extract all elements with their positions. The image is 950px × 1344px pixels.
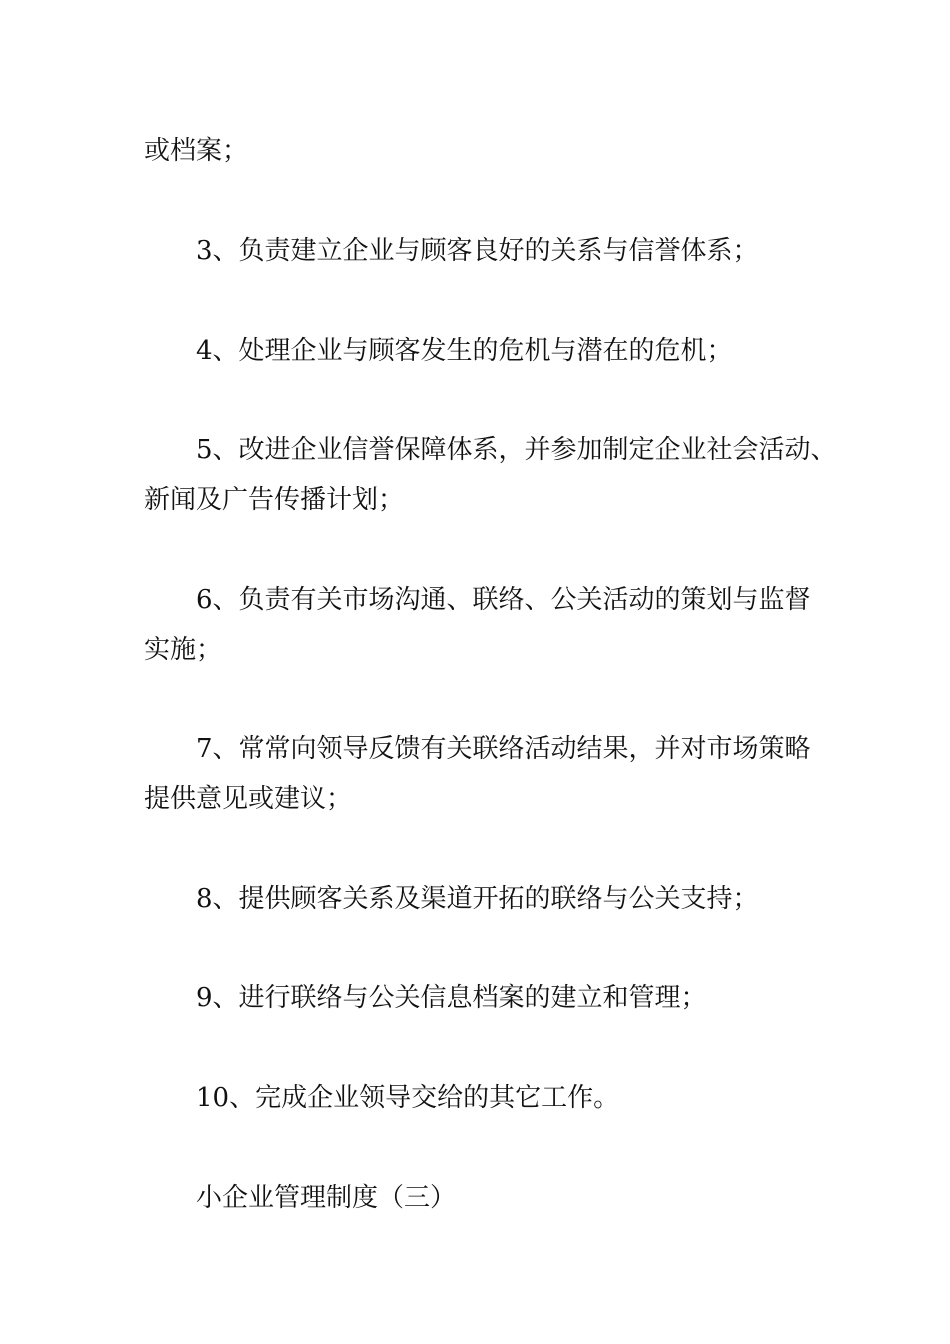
list-item-8: 8、提供顾客关系及渠道开拓的联络与公关支持；: [196, 884, 759, 914]
list-item-5-line-1: 5、改进企业信誉保障体系，并参加制定企业社会活动、: [196, 435, 837, 465]
list-item-7-line-2: 提供意见或建议；: [144, 784, 353, 814]
list-item-6-line-2: 实施；: [144, 635, 223, 665]
list-item-6-line-1: 6、负责有关市场沟通、联络、公关活动的策划与监督: [196, 585, 811, 615]
list-item-7-line-1: 7、常常向领导反馈有关联络活动结果，并对市场策略: [196, 734, 811, 764]
list-item-9: 9、进行联络与公关信息档案的建立和管理；: [196, 983, 707, 1013]
list-item-4: 4、处理企业与顾客发生的危机与潜在的危机；: [196, 336, 733, 366]
section-heading: 小企业管理制度（三）: [196, 1183, 457, 1213]
paragraph-continuation-line: 或档案；: [144, 136, 249, 166]
list-item-10: 10、完成企业领导交给的其它工作。: [196, 1083, 620, 1113]
list-item-5-line-2: 新闻及广告传播计划；: [144, 485, 405, 515]
list-item-3: 3、负责建立企业与顾客良好的关系与信誉体系；: [196, 236, 759, 266]
